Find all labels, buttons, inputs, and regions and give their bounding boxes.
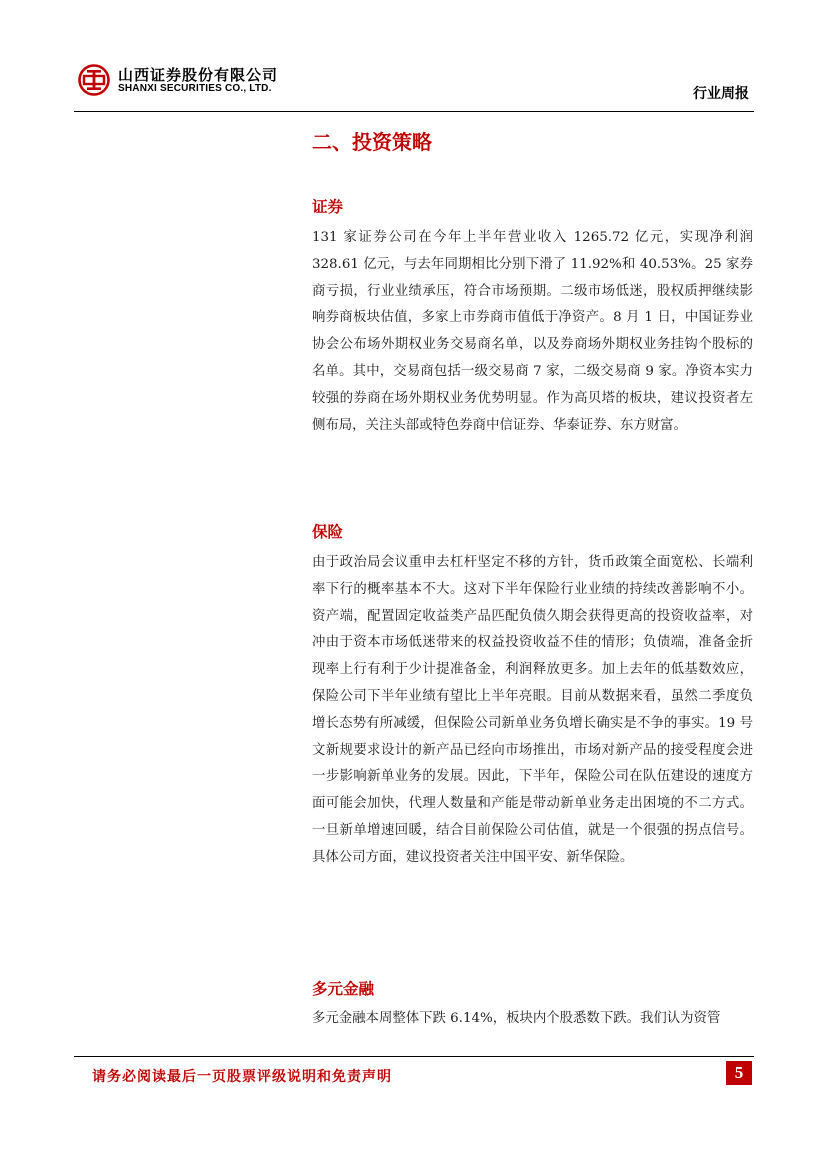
paragraph-securities: 131 家证券公司在今年上半年营业收入 1265.72 亿元，实现净利润 328.61 亿元，与去年同期相比分别下滑了 11.92%和 40.53%。25 家券商亏损，行业业绩承压，符合市场预期。二级市场低迷，股权质押继续影响券商板块估值，多家上市券商市值低于净资产。8 月 1 日，中国证券业协会公布场外期权业务交易商名单，以及券商场外期权业务挂钩个股标的名单。其中，交易商包括一级交易商 7 家，二级交易商 9 家。净资本实力较强的券商在场外期权业务优势明显。作为高贝塔的板块，建议投资者左侧布局，关注头部或特色券商中信证券、华泰证券、东方财富。 bbox=[312, 230, 753, 433]
report-type-label: 行业周报 bbox=[693, 86, 749, 102]
company-name-cn: 山西证券股份有限公司 bbox=[118, 66, 279, 84]
disclaimer-text: 请务必阅读最后一页股票评级说明和免责声明 bbox=[92, 1069, 392, 1085]
paragraph-insurance: 由于政治局会议重申去杠杆坚定不移的方针，货币政策全面宽松、长端利率下行的概率基本不大。这对下半年保险行业业绩的持续改善影响不小。资产端，配置固定收益类产品匹配负债久期会获得更高的投资收益率，对冲由于资本市场低迷带来的权益投资收益不佳的情形；负债端，准备金折现率上行有利于少计提准备金，利润释放更多。加上去年的低基数效应，保险公司下半年业绩有望比上半年亮眼。目前从数据来看，虽然二季度负增长态势有所减缓，但保险公司新单业务负增长确实是不争的事实。19 号文新规要求设计的新产品已经向市场推出，市场对新产品的接受程度会进一步影响新单业务的发展。因此，下半年，保险公司在队伍建设的速度方面可能会加快，代理人数量和产能是带动新单业务走出困境的不二方式。一旦新单增速回暖，结合目前保险公司估值，就是一个很强的拐点信号。具体公司方面，建议投资者关注中国平安、新华保险。 bbox=[312, 555, 753, 865]
shanxi-securities-logo-icon bbox=[78, 64, 110, 96]
footer-divider bbox=[74, 1056, 754, 1057]
header-divider bbox=[74, 111, 754, 112]
subsection-title-securities: 证券 bbox=[312, 198, 344, 216]
page-number-badge: 5 bbox=[726, 1061, 752, 1085]
company-name-en: SHANXI SECURITIES CO., LTD. bbox=[118, 83, 272, 94]
subsection-title-diversified: 多元金融 bbox=[312, 980, 375, 998]
section-title: 二、投资策略 bbox=[312, 130, 432, 154]
subsection-title-insurance: 保险 bbox=[312, 523, 344, 541]
paragraph-diversified: 多元金融本周整体下跌 6.14%，板块内个股悉数下跌。我们认为资管 bbox=[312, 1011, 721, 1026]
